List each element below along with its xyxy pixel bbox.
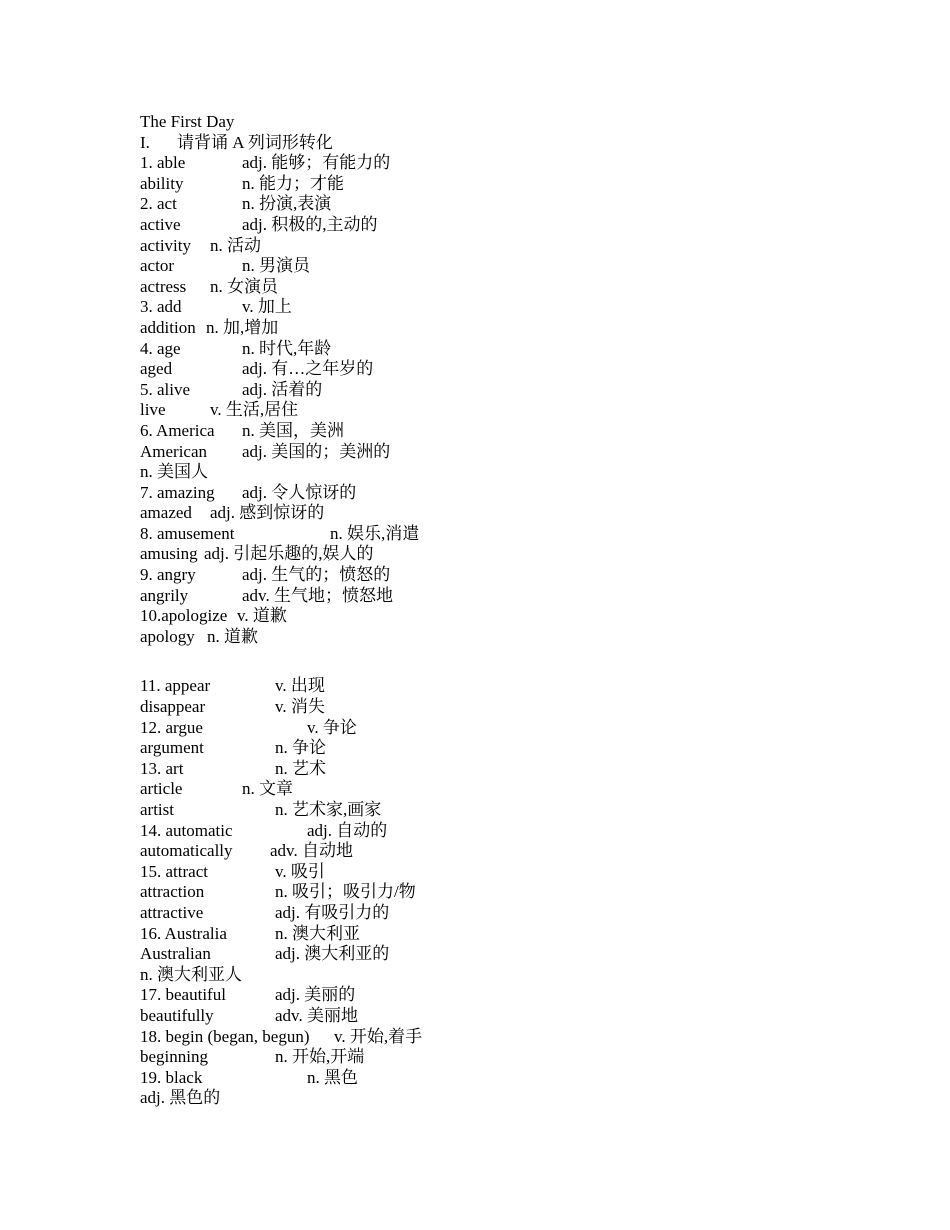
vocab-entry <box>140 882 840 903</box>
vocab-entry <box>140 442 840 463</box>
vocab-definition: n. 时代,年龄 <box>242 338 332 358</box>
vocab-word: 9. angry <box>140 565 196 585</box>
title-text: The First Day <box>140 112 235 131</box>
vocab-entry <box>140 565 840 586</box>
vocab-definition: adj. 澳大利亚的 <box>275 944 390 964</box>
vocab-entry <box>140 524 840 545</box>
vocab-word: American <box>140 441 208 461</box>
vocab-definition: adj. 感到惊讶的 <box>210 503 325 523</box>
vocab-word: 3. add <box>140 297 182 317</box>
vocab-entry <box>140 236 840 257</box>
vocab-definition: n. 美国人 <box>140 462 208 482</box>
vocab-entry <box>140 174 840 195</box>
vocab-entry <box>140 318 840 339</box>
vocab-word: 11. appear <box>140 676 211 696</box>
vocab-entry <box>140 1027 840 1048</box>
vocab-entry <box>140 277 840 298</box>
vocab-word: 10.apologize <box>140 606 228 626</box>
vocab-word: 1. able <box>140 153 186 173</box>
vocab-definition: n. 娱乐,消遣 <box>330 523 420 543</box>
vocab-definition: n. 加,增加 <box>206 317 279 337</box>
vocab-entry <box>140 985 840 1006</box>
vocab-word: addition <box>140 317 196 337</box>
vocab-definition: adj. 有…之年岁的 <box>242 359 374 379</box>
vocab-definition: adv. 美丽地 <box>275 1005 358 1025</box>
vocabulary-content <box>140 112 840 1109</box>
vocab-definition: v. 加上 <box>242 297 292 317</box>
vocab-entry <box>140 697 840 718</box>
vocab-word: Australian <box>140 944 211 964</box>
vocab-entry <box>140 606 840 627</box>
vocab-word: attractive <box>140 902 204 922</box>
vocab-entry <box>140 944 840 965</box>
vocab-definition: adj. 积极的,主动的 <box>242 214 378 234</box>
vocab-word: activity <box>140 235 191 255</box>
vocab-entry <box>140 841 840 862</box>
vocab-entry <box>140 153 840 174</box>
vocab-entry <box>140 903 840 924</box>
vocab-word: active <box>140 214 181 234</box>
vocab-word: 2. act <box>140 194 177 214</box>
vocab-word: artist <box>140 800 174 819</box>
vocab-entry <box>140 1088 840 1109</box>
vocab-word: actress <box>140 276 187 296</box>
vocab-entry <box>140 1068 840 1089</box>
vocab-entry <box>140 544 840 565</box>
document-title <box>140 112 840 133</box>
vocab-entry <box>140 738 840 759</box>
vocab-definition: n. 活动 <box>210 235 261 255</box>
vocab-definition: adj. 活着的 <box>242 379 323 399</box>
vocab-list-2 <box>140 676 840 1108</box>
vocab-entry <box>140 924 840 945</box>
vocab-definition: n. 能力；才能 <box>242 173 344 193</box>
vocab-word: live <box>140 400 166 420</box>
vocab-definition: n. 女演员 <box>210 276 278 296</box>
vocab-word: 5. alive <box>140 379 191 399</box>
heading-numeral: I. <box>140 132 150 152</box>
vocab-entry <box>140 359 840 380</box>
vocab-word: 8. amusement <box>140 523 235 543</box>
vocab-entry <box>140 821 840 842</box>
vocab-definition: n. 文章 <box>242 779 293 799</box>
vocab-definition: adv. 生气地；愤怒地 <box>242 585 393 605</box>
vocab-definition: v. 吸引 <box>275 861 325 881</box>
vocab-entry <box>140 194 840 215</box>
vocab-word: beautifully <box>140 1005 214 1025</box>
vocab-entry <box>140 965 840 986</box>
vocab-entry <box>140 627 840 648</box>
vocab-entry <box>140 339 840 360</box>
vocab-definition: adj. 美国的；美洲的 <box>242 441 391 461</box>
heading-text: 请背诵 A 列词形转化 <box>177 132 333 152</box>
vocab-definition: n. 澳大利亚 <box>275 923 360 943</box>
vocab-word: automatically <box>140 841 233 861</box>
vocab-definition: adj. 自动的 <box>307 820 388 840</box>
vocab-definition: n. 艺术家,画家 <box>275 800 382 819</box>
vocab-word: 18. begin (began, begun) <box>140 1026 310 1046</box>
vocab-entry <box>140 380 840 401</box>
vocab-word: beginning <box>140 1047 208 1067</box>
vocab-definition: n. 吸引；吸引力/物 <box>275 882 416 902</box>
vocab-word: 6. America <box>140 420 215 440</box>
vocab-definition: n. 澳大利亚人 <box>140 964 242 984</box>
vocab-definition: adv. 自动地 <box>270 841 353 861</box>
vocab-entry <box>140 503 840 524</box>
vocab-definition: n. 争论 <box>275 738 326 758</box>
vocab-entry <box>140 779 840 800</box>
vocab-word: apology <box>140 626 195 646</box>
vocab-word: article <box>140 779 183 799</box>
vocab-entry <box>140 297 840 318</box>
vocab-definition: v. 道歉 <box>237 606 287 626</box>
vocab-word: aged <box>140 359 173 379</box>
vocab-entry <box>140 1047 840 1068</box>
vocab-entry <box>140 800 840 821</box>
vocab-word: ability <box>140 173 184 193</box>
vocab-entry <box>140 462 840 483</box>
vocab-definition: adj. 美丽的 <box>275 985 356 1005</box>
vocab-entry <box>140 1006 840 1027</box>
vocab-definition: v. 生活,居住 <box>210 400 299 420</box>
vocab-word: 14. automatic <box>140 820 233 840</box>
vocab-word: 15. attract <box>140 861 208 881</box>
vocab-definition: n. 男演员 <box>242 256 310 276</box>
vocab-definition: adj. 黑色的 <box>140 1088 221 1108</box>
vocab-entry <box>140 718 840 739</box>
vocab-word: 17. beautiful <box>140 985 226 1005</box>
vocab-definition: adj. 令人惊讶的 <box>242 482 357 502</box>
vocab-word: 7. amazing <box>140 482 215 502</box>
vocab-word: 12. argue <box>140 717 203 737</box>
vocab-word: 16. Australia <box>140 923 227 943</box>
vocab-definition: adj. 生气的；愤怒的 <box>242 565 391 585</box>
vocab-definition: n. 扮演,表演 <box>242 194 332 214</box>
vocab-list-1 <box>140 153 840 647</box>
vocab-word: attraction <box>140 882 205 902</box>
vocab-word: amazed <box>140 503 192 523</box>
vocab-entry <box>140 215 840 236</box>
section-gap <box>140 647 840 676</box>
vocab-entry <box>140 676 840 697</box>
vocab-definition: n. 艺术 <box>275 758 326 778</box>
vocab-entry <box>140 421 840 442</box>
vocab-definition: adj. 有吸引力的 <box>275 902 390 922</box>
vocab-entry <box>140 256 840 277</box>
vocab-entry <box>140 483 840 504</box>
vocab-definition: v. 争论 <box>307 717 357 737</box>
vocab-definition: n. 美国，美洲 <box>242 420 344 440</box>
vocab-entry <box>140 400 840 421</box>
vocab-word: angrily <box>140 585 189 605</box>
vocab-word: argument <box>140 738 204 758</box>
vocab-word: 19. black <box>140 1067 203 1087</box>
vocab-entry <box>140 759 840 780</box>
vocab-definition: v. 出现 <box>275 676 325 696</box>
vocab-word: 4. age <box>140 338 181 358</box>
vocab-definition: n. 开始,开端 <box>275 1047 365 1067</box>
vocab-definition: v. 开始,着手 <box>334 1026 423 1046</box>
vocab-word: actor <box>140 256 174 276</box>
vocab-definition: v. 消失 <box>275 697 325 717</box>
vocab-entry <box>140 586 840 607</box>
section-heading <box>140 133 840 154</box>
vocab-entry <box>140 862 840 883</box>
vocab-definition: n. 道歉 <box>207 626 258 646</box>
vocab-definition: n. 黑色 <box>307 1067 358 1087</box>
vocab-word: disappear <box>140 697 206 717</box>
vocab-word: 13. art <box>140 758 184 778</box>
vocab-word: amusing <box>140 544 198 564</box>
vocab-definition: adj. 能够；有能力的 <box>242 153 391 173</box>
vocab-definition: adj. 引起乐趣的,娱人的 <box>204 544 374 564</box>
